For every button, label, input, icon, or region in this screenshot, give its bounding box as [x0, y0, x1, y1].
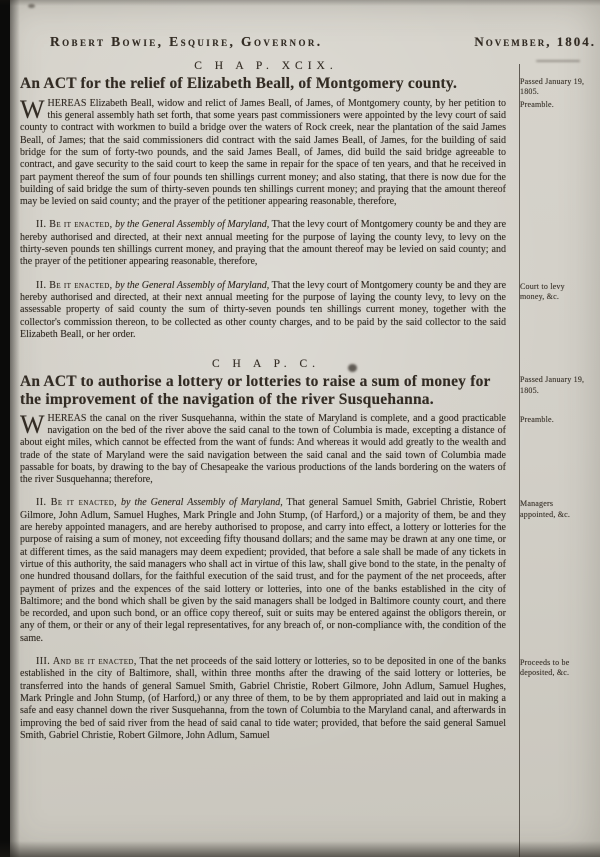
enacting-row-c-1 — [20, 497, 596, 656]
enacting-clause-intro: II. Be it enacted, — [36, 279, 113, 291]
margin-note-passed-xcix: Passed January 19, 1805. — [520, 77, 585, 97]
header-date: November, 1804. — [474, 34, 596, 49]
enacting-clause-body: That the net proceeds of the said lottery or lotteries, so to be deposited in one of the banks established in the city of Baltimore, shall, within three months after the drawing of the said lottery or lotteries, be transferred into the hands of general Samuel Smith, Gabriel Christie, Robert Gilmore, John Adlum, Samuel Hughes, Mark Pringle and John Stump, (of Harford,) or any three of them, to be by them appropriated and laid out in making a safe and easy channel down the river Susquehanna, from the town of Columbia to the Maryland canal, and afterwards in improving the bed of said river from the head of said canal to tide water; provided, that before the said general Samuel Smith, Gabriel Christie, Robert Gilmore, John Adlum, Samuel — [20, 656, 507, 741]
enacting-paragraph-xcix-1 — [20, 219, 506, 268]
enacting-row-xcix-2 — [20, 280, 596, 352]
enacting-clause-intro: III. And be it enacted, — [36, 656, 137, 668]
scan-edge-left — [0, 0, 10, 857]
act-title-row-c — [20, 373, 596, 413]
enacting-paragraph-c-2 — [20, 656, 506, 742]
scan-top-shade — [0, 0, 600, 6]
enacting-clause-body: That the levy court of Montgomery county be and they are hereby authorised and directed, at their next annual meeting for the purpose of laying the county levy, to levy on the assessable property of said county the sum of thirty-seven pounds ten shillings current money, together with the collector's commission thereon, to be collected as other county charges, and to be paid by the said collector to the said Elizabeth Beall, or her order. — [20, 279, 507, 340]
preamble-paragraph-c: WHEREAS the canal on the river Susquehanna, within the state of Maryland is complete, and a good practicable navigation on the bed of the river above the said canal to the town of Columbia is made, excepting a distance of about eight miles, which cannot be effected from the want of funds: And whereas it would add greatly to the wealth and trade of the state of Maryland were the said navigation between the said canal and the said town of Columbia made passable for boats, by drawing to the bay of Chesapeake the various productions of the lands bordering on the waters of the river Susquehanna; therefore, — [20, 409, 506, 486]
scan-edge-fade — [10, 0, 20, 857]
enacting-clause-cite: by the General Assembly of Maryland, — [115, 219, 270, 231]
page-header — [20, 34, 596, 54]
margin-note-passed-c: Passed January 19, 1805. — [520, 375, 585, 395]
preamble-row-c — [20, 409, 596, 498]
enacting-row-xcix-1 — [20, 219, 596, 279]
act-title-xcix: An ACT for the relief of Elizabeth Beall, of Montgomery county. — [20, 75, 458, 92]
margin-note-managers: Managers appointed, &c. — [520, 499, 571, 519]
ink-smudge — [28, 4, 35, 8]
act-title-row-xcix — [20, 75, 596, 98]
enacting-clause-cite: by the General Assembly of Maryland, — [121, 497, 283, 509]
act-title-c: An ACT to authorise a lottery or lotteries to raise a sum of money for the improvement of the navigation of the river Susquehanna. — [20, 373, 491, 409]
margin-note-preamble-c: Preamble. — [520, 414, 555, 424]
chapter-heading-xcix: C H A P. XCIX. — [194, 60, 338, 72]
margin-note-empty — [520, 219, 590, 221]
enacting-clause-intro: II. Be it enacted, — [36, 497, 118, 509]
margin-note-proceeds: Proceeds to be deposited, &c. — [520, 658, 570, 678]
enacting-clause-body: That general Samuel Smith, Gabriel Christie, Robert Gilmore, John Adlum, Samuel Hughes, Mark Pringle and John Stump, (of Harford,) or a majority of them, be and they are hereby appointed managers, and are hereby authorised to propose, and carry into effect, a lottery or lotteries for the purpose of raising a sum of money, not exceeding fifty thousand dollars; and the same may be drawn at any one time, or at different times, as the said managers may deem expedient; provided, that before a sale shall be made of any tickets in virtue of this authority, the said managers who shall act in virtue of this law, shall give bond to the state, in the penalty of one hundred thousand dollars, for the faithful execution of the said trust, and for the payment of the net proceeds, after payment of prizes and the expences of the said lottery or lotteries, into one of the banks established in the city of Baltimore; and the bond which shall be given by the said managers shall be lodged in Baltimore county court, and there be recorded, and upon such bond, or an office copy thereof, suit or suits may be entered against the obligors therein, or any of them, or their or any of their legal representatives, for any breach of, or non-compliance with, the condition of the same. — [20, 497, 506, 644]
enacting-row-c-2 — [20, 656, 596, 753]
preamble-row-xcix — [20, 94, 596, 220]
preamble-paragraph-xcix: WHEREAS Elizabeth Beall, widow and relict of James Beall, of James, of Montgomery county, by her petition to this general assembly hath set forth, that some years past commissioners were appointed by the levy court of said county to contract with workmen to build a bridge over the waters of Rock creek, near the plantation of the said James Beall, of James; that the said commissioners did contract with the said James Beall, of James, for the building of said bridge for the sum of forty-two pounds, and the said James Beall, of James, did build the said bridge agreeable to contract, and gave security to the said court to keep the same in repair for the space of ten years, and that he received in part payment thereof the sum of four pounds ten shillings current money; and also stating, that there is now due for the building of said bridge the sum of thirty-seven pounds ten shillings current money; and praying that the amount thereof may be levied on said county; and the prayer of the petitioner appearing reasonable, therefore, — [20, 94, 506, 208]
chapter-heading-c: C H A P. C. — [211, 358, 321, 371]
header-governor: Robert Bowie, Esquire, Governor. — [50, 34, 323, 49]
margin-note-court-levy: Court to levy money, &c. — [520, 281, 565, 302]
enacting-clause-intro: II. Be it enacted, — [36, 219, 113, 231]
enacting-clause-body: That the levy court of Montgomery county be and they are hereby authorised and directed, at their next annual meeting for the purpose of laying the county levy, to levy on the thirty-seven pounds ten shillings current money, and praying that the amount thereof may be levied on said county; and the prayer of the petitioner appearing reasonable, therefore, — [20, 219, 507, 268]
margin-note-preamble-xcix: Preamble. — [520, 99, 555, 109]
enacting-paragraph-c-1 — [20, 497, 506, 645]
enacting-clause-cite: by the General Assembly of Maryland, — [115, 279, 270, 291]
scan-bottom-shade — [0, 841, 600, 857]
page-content — [20, 34, 596, 753]
enacting-paragraph-xcix-2 — [20, 280, 506, 341]
